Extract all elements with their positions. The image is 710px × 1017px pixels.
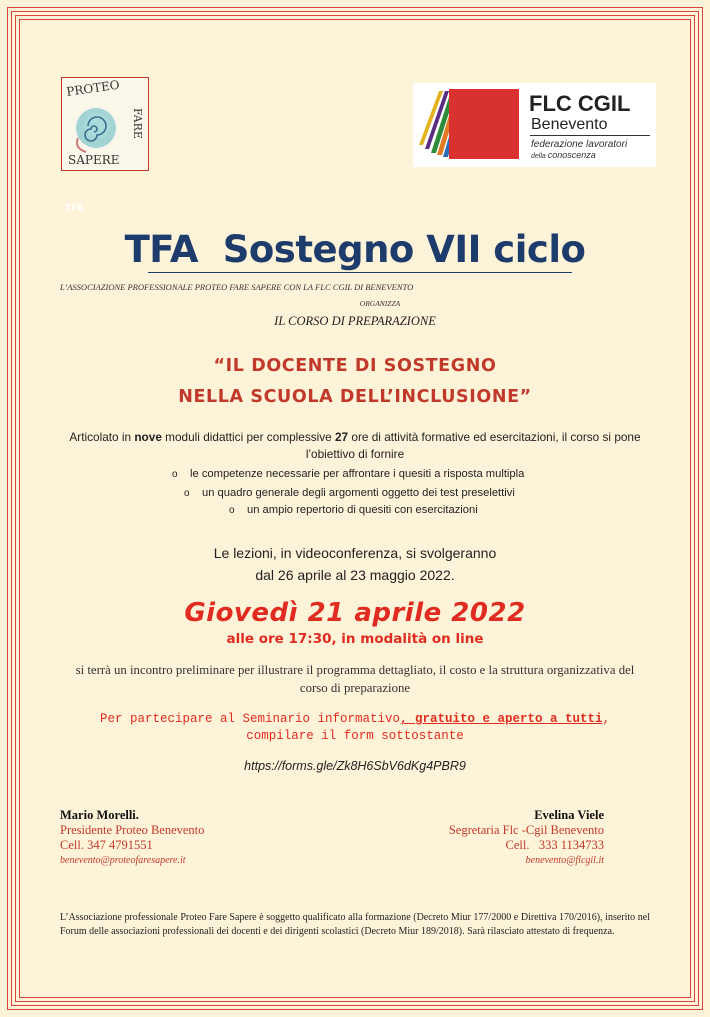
signer-role: Segretaria Flc -Cgil Benevento <box>448 823 604 837</box>
spiral-shell-icon <box>76 108 116 152</box>
signer-name: Mario Morelli. <box>60 808 139 822</box>
signer-phone: Cell. 333 1134733 <box>505 838 604 852</box>
signer-name: Evelina Viele <box>534 808 604 822</box>
list-item <box>172 468 524 480</box>
signer-email[interactable]: benevento@flcgil.it <box>525 855 604 866</box>
registration-text-a: Per partecipare al Seminario informativo <box>99 712 400 726</box>
lessons-info <box>0 542 710 586</box>
desc-hours-count: 27 <box>335 430 349 444</box>
organizza-label: ORGANIZZA <box>359 299 401 308</box>
footer-note: L’Associazione professionale Proteo Fare Sapere è soggetto qualificato alla formazione (Decreto Miur 177/2000 e Direttiva 170/2016), inserito nel Forum delle associazioni professionali dei docenti e dei dirigenti scolastici (Decreto Miur 189/2018). Sarà rilasciato attestato di frequenza. <box>60 912 650 937</box>
list-item-text: un ampio repertorio di quesiti con esercitazioni <box>247 504 478 516</box>
signature-left <box>60 808 204 868</box>
event-date: Giovedì 21 aprile 2022 <box>184 598 526 628</box>
proteo-logo-text-3: SAPERE <box>68 153 120 167</box>
proteo-logo <box>61 77 149 171</box>
signer-role: Presidente Proteo Benevento <box>60 823 205 837</box>
flc-name: FLC CGIL <box>529 91 631 116</box>
desc-modules-count: nove <box>134 430 162 444</box>
page-title: TFA Sostegno VII ciclo <box>124 228 586 271</box>
course-title-line-2: NELLA SCUOLA DELL’INCLUSIONE” <box>178 387 532 407</box>
desc-part-c: moduli didattici per complessive <box>161 430 335 444</box>
title-underline <box>148 272 572 273</box>
flc-colored-bars-icon <box>419 89 519 159</box>
bullet-icon: o <box>229 505 235 516</box>
proteo-logo-text-1: PROTEO <box>65 78 121 99</box>
desc-part-e: ore di attività formative ed esercitazioni, il corso si pone l’obiettivo di fornire <box>305 430 641 461</box>
flc-cgil-logo <box>413 83 656 167</box>
registration-comma: , <box>602 712 611 726</box>
list-item <box>229 504 478 516</box>
flc-sub2-b: conoscenza <box>547 150 596 160</box>
desc-part-a: Articolato in <box>69 430 135 444</box>
flc-city: Benevento <box>531 116 608 133</box>
bullet-icon: o <box>172 469 178 480</box>
registration-text-d: compilare il form sottostante <box>246 729 464 743</box>
proteo-logo-text-2: FARE <box>131 108 144 139</box>
course-description <box>60 429 650 463</box>
flc-sub2-a: della <box>531 153 548 160</box>
signer-email[interactable]: benevento@proteofaresapere.it <box>60 855 186 866</box>
course-title-line-1: “IL DOCENTE DI SOSTEGNO <box>213 356 497 376</box>
signature-right <box>449 808 604 868</box>
form-link[interactable]: https://forms.gle/Zk8H6SbV6dKg4PBR9 <box>244 759 466 773</box>
list-item-text: le competenze necessarie per affrontare i quesiti a risposta multipla <box>190 468 525 480</box>
list-item <box>184 487 515 499</box>
flc-sub1: federazione lavoratori <box>531 139 628 150</box>
meeting-description: si terrà un incontro preliminare per illustrare il programma dettagliato, il costo e la struttura organizzativa del corso di preparazione <box>75 663 635 695</box>
signer-phone: Cell. 347 4791551 <box>60 838 153 852</box>
lessons-dates: dal 26 aprile al 23 maggio 2022. <box>255 567 455 583</box>
svg-text:della conoscenza <box>531 150 596 160</box>
association-line: L’ASSOCIAZIONE PROFESSIONALE PROTEO FARE SAPERE CON LA FLC CGIL DI BENEVENTO <box>60 282 414 292</box>
tfa-label: TFA <box>65 203 84 214</box>
bullet-icon: o <box>184 488 190 499</box>
registration-info <box>0 711 710 745</box>
lessons-line-1: Le lezioni, in videoconferenza, si svolgeranno <box>213 545 497 561</box>
event-time: alle ore 17:30, in modalità on line <box>226 631 484 647</box>
registration-free-note: , gratuito e aperto a tutti <box>400 712 603 726</box>
list-item-text: un quadro generale degli argomenti oggetto dei test preselettivi <box>202 487 515 499</box>
corso-heading: IL CORSO DI PREPARAZIONE <box>274 314 436 328</box>
